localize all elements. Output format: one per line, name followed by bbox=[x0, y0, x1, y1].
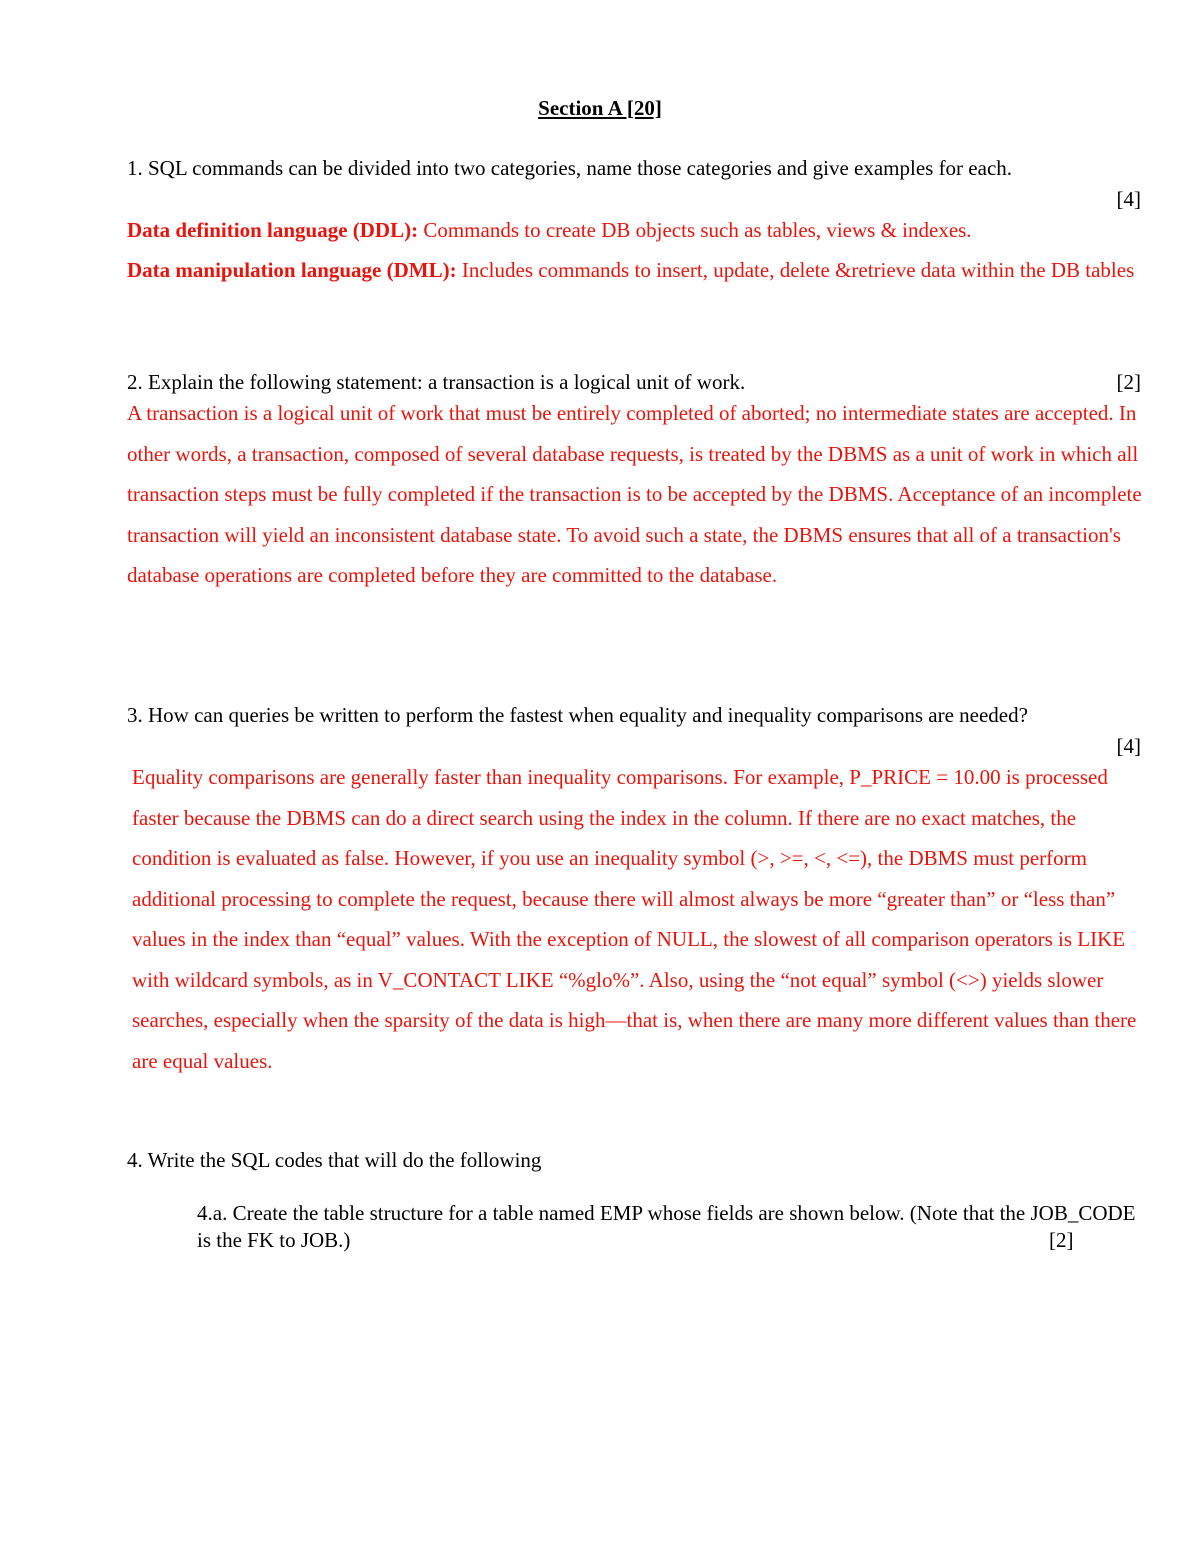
question-1-prompt: 1. SQL commands can be divided into two categories, name those categories and give examples for each. bbox=[127, 156, 1013, 180]
question-2-prompt: 2. Explain the following statement: a transaction is a logical unit of work. bbox=[127, 370, 746, 394]
ddl-term: Data definition language (DDL): bbox=[127, 218, 419, 242]
question-2-marks: [2] bbox=[1116, 370, 1141, 394]
question-3-prompt: 3. How can queries be written to perform the fastest when equality and inequality comparisons are needed? bbox=[127, 703, 1028, 727]
question-1-answer-ddl bbox=[127, 210, 1147, 251]
question-1-marks: [4] bbox=[1116, 187, 1141, 211]
dml-description: Includes commands to insert, update, delete &retrieve data within the DB tables bbox=[456, 258, 1135, 282]
question-2-row bbox=[127, 369, 1141, 396]
question-4a-marks: [2] bbox=[1049, 1228, 1074, 1252]
question-4a-text: 4.a. Create the table structure for a table named EMP whose fields are shown below. (Note that the JOB_CODE is the FK to JOB.) bbox=[197, 1201, 1136, 1252]
question-3-answer: Equality comparisons are generally faster than inequality comparisons. For example, P_PRICE = 10.00 is processed faster because the DBMS can do a direct search using the index in the column. If there are no exact matches, the condition is evaluated as false. However, if you use an inequality symbol (>, >=, <, <=), the DBMS must perform additional processing to complete the request, because there will almost always be more “greater than” or “less than” values in the index than “equal” values. With the exception of NULL, the slowest of all comparison operators is LIKE with wildcard symbols, as in V_CONTACT LIKE “%glo%”. Also, using the “not equal” symbol (<>) yields slower searches, especially when the sparsity of the data is high—that is, when there are many more different values than there are equal values. bbox=[132, 765, 1137, 1073]
dml-term: Data manipulation language (DML): bbox=[127, 258, 457, 282]
section-heading: Section A [20] bbox=[538, 96, 662, 120]
question-2-answer: A transaction is a logical unit of work that must be entirely completed of aborted; no intermediate states are accepted. In other words, a transaction, composed of several database requests, is treated by the DBMS as a unit of work in which all transaction steps must be fully completed if the transaction is to be accepted by the DBMS. Acceptance of an incomplete transaction will yield an inconsistent database state. To avoid such a state, the DBMS ensures that all of a transaction's database operations are completed before they are committed to the database. bbox=[127, 401, 1142, 587]
question-3-marks: [4] bbox=[1116, 734, 1141, 758]
ddl-description: Commands to create DB objects such as tables, views & indexes. bbox=[418, 218, 972, 242]
question-4-prompt: 4. Write the SQL codes that will do the following bbox=[127, 1148, 542, 1172]
question-1-answer-dml bbox=[127, 250, 1147, 291]
question-4a bbox=[197, 1200, 1147, 1254]
